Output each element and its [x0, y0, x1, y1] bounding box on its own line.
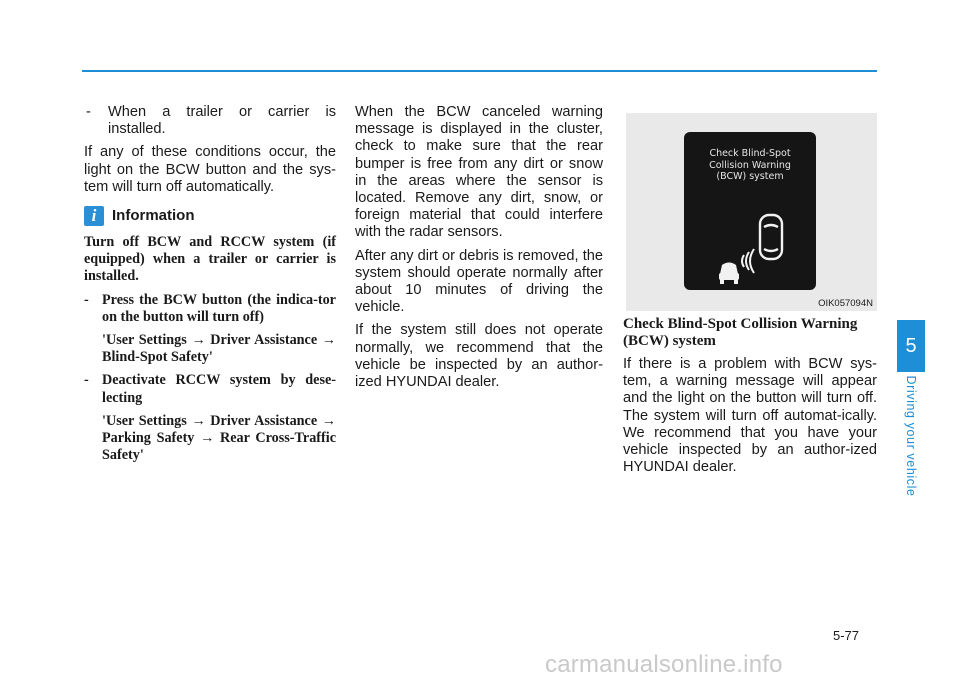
car-topview-icon — [760, 215, 782, 259]
car-rear-icon — [719, 263, 739, 285]
vehicle-icons — [684, 132, 816, 290]
page-number: 5-77 — [833, 628, 860, 643]
menu-path: 'User Settings → Driver Assistance → Blind-Spot Safety' — [102, 332, 336, 366]
cluster-screen — [684, 132, 816, 290]
list-item — [84, 372, 336, 406]
info-icon: i — [84, 206, 104, 226]
paragraph: If any of these conditions occur, the light on the BCW button and the sys-tem will turn off automatically. — [84, 144, 336, 195]
dash-marker: - — [84, 372, 89, 389]
paragraph: When the BCW canceled warning message is displayed in the cluster, check to make sure that the rear bumper is free from any dirt or snow in the areas where the sensor is located. Remove any dirt, snow, or foreign material that could interfere with the radar sensors. — [355, 104, 603, 241]
info-title: Information — [112, 207, 195, 225]
column-left — [84, 104, 336, 470]
paragraph: If the system still does not operate normally, we recommend that the vehicle be inspected by an author-ized HYUNDAI dealer. — [355, 322, 603, 391]
watermark: carmanualsonline.info — [545, 651, 783, 678]
dash-marker: - — [86, 104, 91, 120]
warning-line: (BCW) system — [716, 171, 784, 182]
cluster-figure — [626, 113, 877, 311]
top-rule — [82, 70, 877, 72]
list-item-text: When a trailer or carrier is installed. — [108, 104, 336, 138]
column-middle — [355, 104, 603, 397]
chapter-tab: 5 — [897, 320, 925, 372]
list-item — [84, 292, 336, 326]
column-right — [623, 316, 877, 482]
info-paragraph: Turn off BCW and RCCW system (if equipped) when a trailer or carrier is installed. — [84, 234, 336, 285]
warning-line: Check Blind-Spot — [709, 148, 791, 159]
warning-line: Collision Warning — [709, 159, 791, 171]
section-heading: Check Blind-Spot Collision Warning (BCW) system — [623, 316, 858, 349]
radar-wave-icon — [742, 249, 754, 273]
list-item — [86, 104, 336, 138]
list-item-text: Press the BCW button (the indica-tor on the button will turn off) — [102, 291, 336, 325]
info-header — [84, 206, 336, 226]
menu-path: 'User Settings → Driver Assistance → Parking Safety → Rear Cross-Traffic Safety' — [102, 412, 336, 464]
figure-code: OIK057094N — [818, 298, 873, 309]
paragraph: After any dirt or debris is removed, the system should operate normally after about 10 minutes of driving the vehicle. — [355, 247, 603, 316]
dash-marker: - — [84, 291, 89, 308]
paragraph: If there is a problem with BCW sys-tem, a warning message will appear and the light on the button will turn off. The system will turn off automat-ically. We recommend that you have your vehicle inspected by an author-ized HYUNDAI dealer. — [623, 356, 877, 476]
chapter-label: Driving your vehicle — [904, 375, 918, 497]
list-item-text: Deactivate RCCW system by dese-lecting — [102, 372, 336, 406]
